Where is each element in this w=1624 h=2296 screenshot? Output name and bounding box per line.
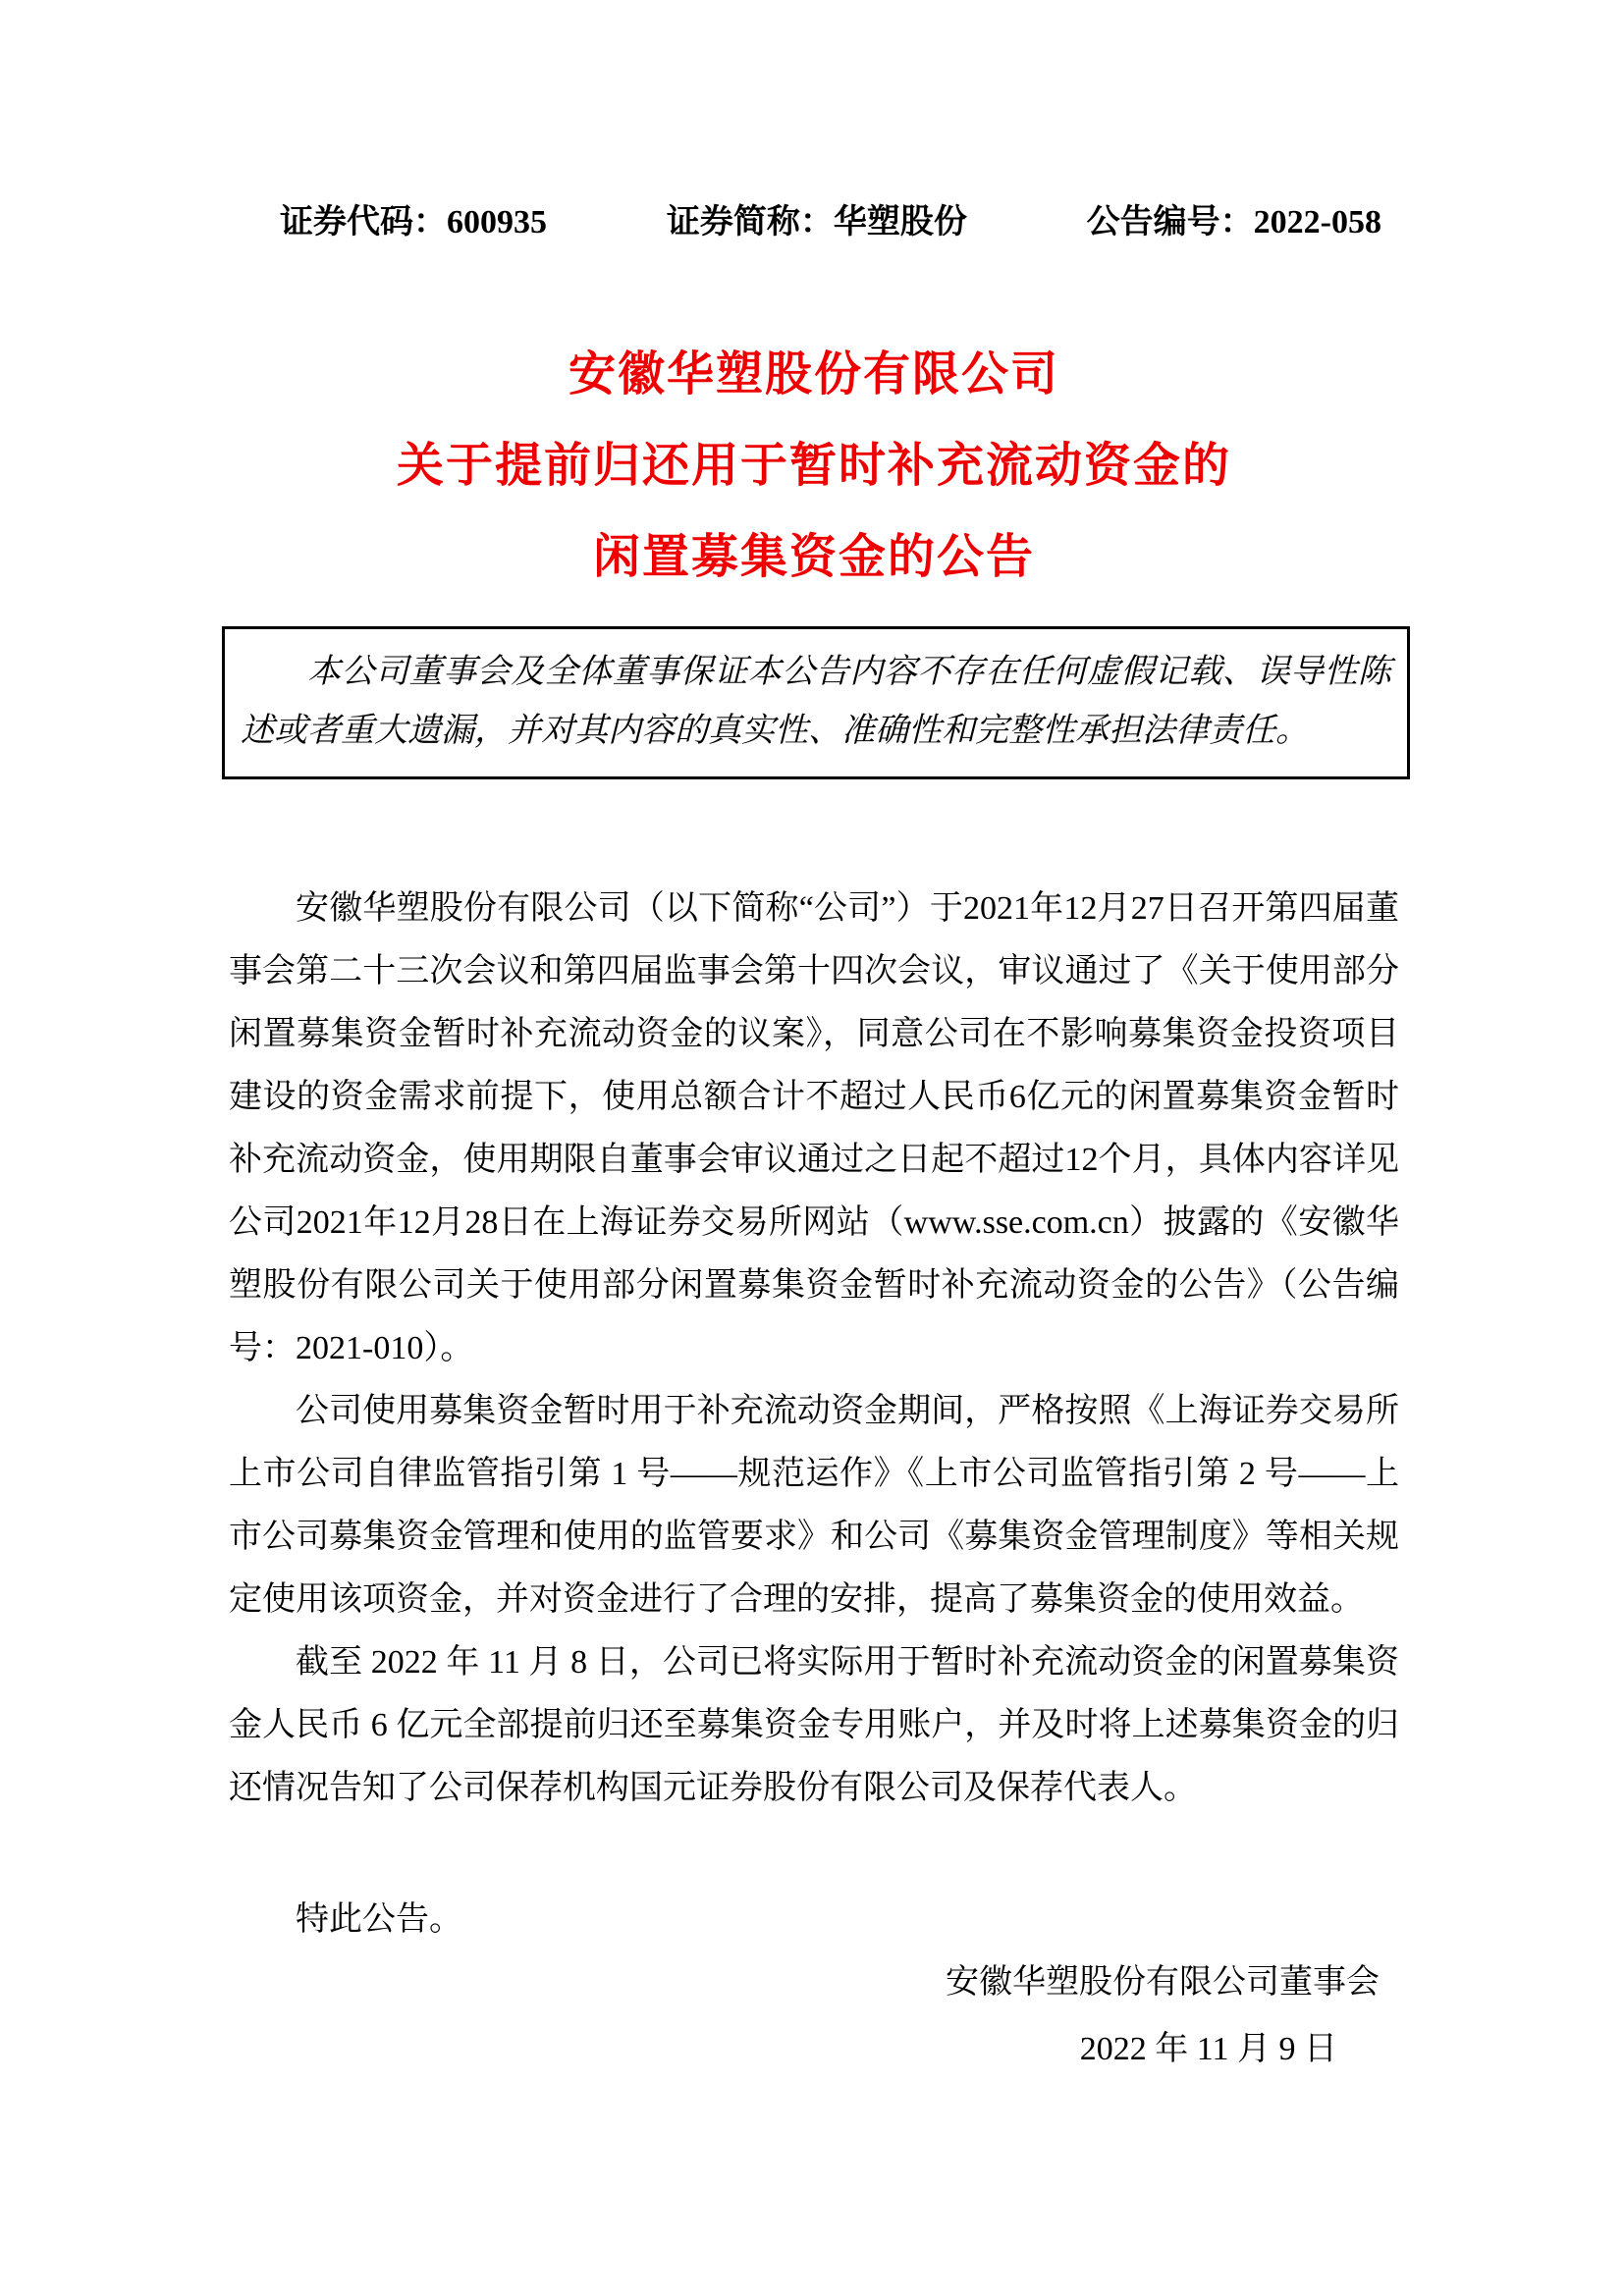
disclaimer-text: 本公司董事会及全体董事保证本公告内容不存在任何虚假记载、误导性陈述或者重大遗漏，并对其内容的真实性、准确性和完整性承担法律责任。 [241, 654, 1391, 749]
signature-line: 安徽华塑股份有限公司董事会 [946, 1964, 1380, 2001]
stock-code: 证券代码：600935 [280, 204, 547, 240]
announcement-number: 公告编号：2022-058 [1086, 204, 1381, 240]
body-paragraph-1: 安徽华塑股份有限公司（以下简称“公司”）于2021年12月27日召开第四届董事会第二十三次会议和第四届监事会第十四次会议，审议通过了《关于使用部分闲置募集资金暂时补充流动资金的议案》，同意公司在不影响募集资金投资项目建设的资金需求前提下，使用总额合计不超过人民币6亿元的闲置募集资金暂时补充流动资金，使用期限自董事会审议通过之日起不超过12个月，具体内容详见公司2021年12月28日在上海证券交易所网站（www.sse.com.cn）披露的《安徽华塑股份有限公司关于使用部分闲置募集资金暂时补充流动资金的公告》（公告编号：2021-010）。 [229, 890, 1399, 1366]
body-paragraph-2: 公司使用募集资金暂时用于补充流动资金期间，严格按照《上海证券交易所上市公司自律监管指引第 1 号——规范运作》《上市公司监管指引第 2 号——上市公司募集资金管理和使用的监管要求》和公司《募集资金管理制度》等相关规定使用该项资金，并对资金进行了合理的安排，提高了募集资金的使用效益。 [229, 1393, 1399, 1618]
stock-name: 证券简称：华塑股份 [666, 204, 967, 240]
page-content [229, 0, 1399, 2081]
date-line: 2022 年 11 月 9 日 [1079, 2031, 1337, 2067]
title-line-2: 关于提前归还用于暂时补充流动资金的 [396, 440, 1231, 492]
body-paragraph-3: 截至 2022 年 11 月 8 日，公司已将实际用于暂时补充流动资金的闲置募集资金人民币 6 亿元全部提前归还至募集资金专用账户，并及时将上述募集资金的归还情况告知了公司保荐机构国元证券股份有限公司及保荐代表人。 [229, 1644, 1399, 1806]
disclaimer-box [222, 626, 1410, 779]
title-line-3: 闲置募集资金的公告 [592, 531, 1035, 583]
document-title [229, 329, 1399, 603]
closing-line: 特此公告。 [296, 1901, 462, 1938]
document-header [229, 194, 1399, 242]
title-line-1: 安徽华塑股份有限公司 [568, 348, 1059, 400]
document-body [229, 878, 1399, 2081]
